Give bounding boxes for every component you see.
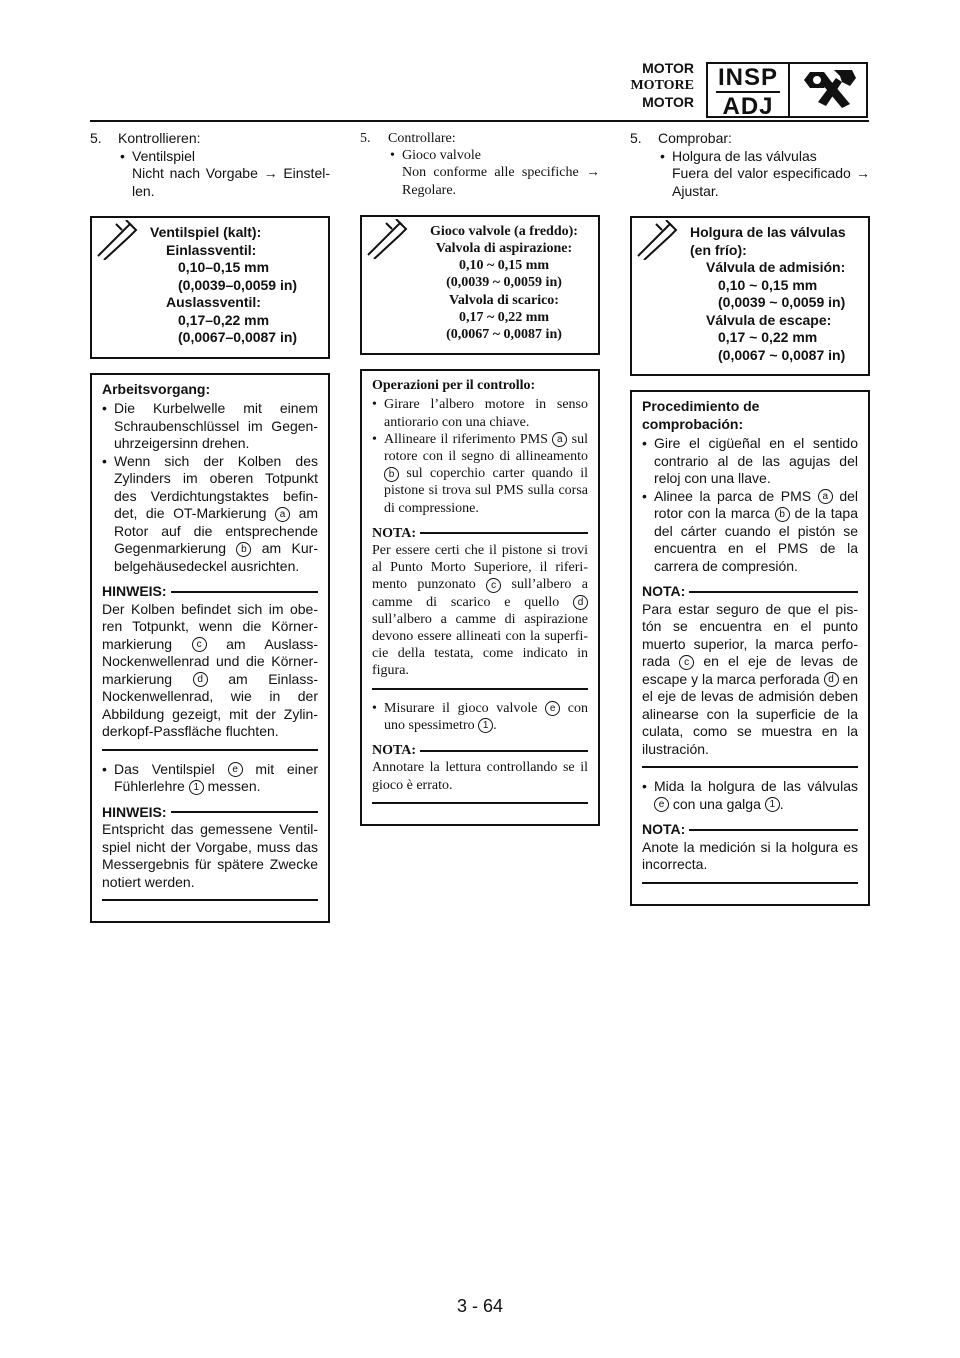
badge-insp: INSP bbox=[717, 64, 778, 91]
step-item bbox=[660, 148, 870, 166]
mark-d: d bbox=[573, 595, 588, 610]
procedure-box bbox=[630, 390, 870, 906]
mark-c: c bbox=[192, 637, 207, 652]
mark-e: e bbox=[654, 797, 669, 812]
procedure-box bbox=[360, 369, 600, 825]
mark-a: a bbox=[818, 489, 833, 504]
step-number: 5. bbox=[90, 130, 102, 146]
mark-b: b bbox=[384, 467, 399, 482]
procedure-title: Operazioni per il controllo: bbox=[372, 378, 536, 394]
item-text: Holgura de las válvulas bbox=[672, 147, 817, 164]
step-number: 5. bbox=[360, 131, 371, 146]
spec-box bbox=[90, 216, 330, 359]
step-item bbox=[120, 148, 330, 166]
step-number: 5. bbox=[630, 130, 642, 146]
note bbox=[102, 804, 318, 892]
insp-adj-badge bbox=[706, 62, 790, 118]
note bbox=[642, 583, 858, 758]
step-text: . bbox=[779, 795, 784, 812]
note-heading: NOTA: bbox=[372, 525, 417, 541]
note-text: sull’albero a camme di aspirazione devono essere allineati con la superfi-cie della testata, come indicato in figura. bbox=[372, 611, 588, 679]
note-heading: NOTA: bbox=[642, 583, 686, 599]
procedure-step bbox=[642, 778, 858, 813]
procedure-step bbox=[372, 700, 588, 734]
item-text: Ventilspiel bbox=[132, 147, 196, 164]
mark-b: b bbox=[236, 542, 251, 557]
spec-exhaust-label: Auslassventil: bbox=[166, 294, 261, 310]
spec-intake-mm: 0,10 ~ 0,15 mm bbox=[458, 258, 550, 274]
step-condition: Fuera del valor especificado → Ajustar. bbox=[672, 165, 870, 199]
step-text: Die Kurbelwelle mit einem Schraubenschlüssel im Gegen-uhrzeigersinn drehen. bbox=[114, 400, 318, 451]
column-es bbox=[630, 130, 870, 906]
procedure-step bbox=[642, 488, 858, 576]
step-text: Girare l’albero motore in senso antiorario con una chiave. bbox=[384, 397, 588, 430]
column-it bbox=[360, 130, 600, 826]
wrench-icon bbox=[790, 62, 868, 118]
note-end-rule bbox=[372, 802, 588, 804]
spec-exhaust-in: (0,0067 ~ 0,0087 in) bbox=[718, 346, 846, 363]
note-text: Anote la medición si la holgura es incorrecta. bbox=[642, 838, 858, 872]
spec-intake-in: (0,0039 ~ 0,0059 in) bbox=[718, 294, 846, 310]
spec-intake-in: (0,0039–0,0059 in) bbox=[178, 276, 298, 293]
spec-intake-label: Valvola di aspirazione: bbox=[435, 241, 573, 257]
step-text: con uno spessimetro bbox=[384, 700, 589, 733]
step-text: Mida la holgura de las válvulas bbox=[654, 778, 858, 794]
step-text: Wenn sich der Kolben des Zylinders im oberen Totpunkt des Verdichtungstaktes befin-det, die OT-Markierung bbox=[114, 452, 318, 521]
spec-intake-label: Einlassventil: bbox=[166, 241, 257, 258]
mark-a: a bbox=[275, 507, 290, 522]
step-text: de la tapa del cárter cuando el pistón se encuentra en el PMS de la carrera de compresión. bbox=[654, 505, 858, 574]
step-text: sul rotore con il segno di allineamento bbox=[384, 431, 588, 465]
mark-1: 1 bbox=[189, 780, 204, 795]
step-condition: Nicht nach Vorgabe → Einstel-len. bbox=[132, 165, 330, 199]
mark-c: c bbox=[679, 655, 694, 670]
spec-exhaust-mm: 0,17 ~ 0,22 mm bbox=[458, 309, 550, 325]
note-end-rule bbox=[642, 882, 858, 884]
caliper-icon bbox=[96, 220, 142, 260]
note-text: am Auslass-Nockenwellenrad und die Körner-markierung bbox=[102, 635, 319, 687]
procedure-title: Arbeitsvorgang: bbox=[102, 380, 211, 397]
spec-exhaust-mm: 0,17–0,22 mm bbox=[178, 311, 270, 328]
spec-box bbox=[360, 215, 600, 355]
spec-intake-mm: 0,10 ~ 0,15 mm bbox=[718, 276, 818, 293]
item-text: Gioco valvole bbox=[402, 148, 481, 164]
step-text: Allineare il riferimento PMS bbox=[384, 431, 548, 447]
mark-e: e bbox=[228, 762, 243, 777]
note-text: Annotare la lettura controllando se il gioco è errato. bbox=[372, 760, 588, 793]
spec-title: Ventilspiel (kalt): bbox=[150, 224, 262, 240]
spec-intake-in: (0,0039 ~ 0,0059 in) bbox=[446, 275, 562, 291]
step-text: con una galga bbox=[672, 795, 761, 812]
procedure-step bbox=[372, 431, 588, 517]
step-text: sul coperchio carter quando il pistone si trova sul PMS sulla corsa di compressione. bbox=[384, 466, 588, 516]
note-text: am Einlass-Nockenwellenrad, wie in der Abbildung gezeigt, mit der Zylin-derkopf-Passfläche fluchten. bbox=[102, 670, 319, 739]
page-number: 3 - 64 bbox=[456, 1296, 504, 1316]
spec-exhaust-in: (0,0067 ~ 0,0087 in) bbox=[446, 327, 562, 343]
note-end-rule bbox=[102, 899, 318, 901]
mark-a: a bbox=[552, 432, 567, 447]
section-label-it: MOTORE bbox=[630, 78, 694, 93]
step-intro bbox=[90, 130, 330, 200]
mark-c: c bbox=[486, 578, 501, 593]
mark-e: e bbox=[545, 701, 560, 716]
spec-intake-label: Válvula de admisión: bbox=[706, 259, 846, 275]
note bbox=[102, 583, 318, 741]
note-text: Entspricht das gemessene Ventil-spiel nicht der Vorgabe, muss das Messergebnis für spätere Zwecke notiert werden. bbox=[102, 821, 318, 890]
note-text: Der Kolben befindet sich im obe-ren Totpunkt, wenn die Körner-markierung bbox=[102, 600, 318, 652]
step-title: Kontrollieren: bbox=[118, 130, 201, 146]
step-text: Alinee la parca de PMS bbox=[654, 487, 812, 504]
step-condition: Non conforme alle specifiche → Regolare. bbox=[402, 165, 600, 198]
mark-1: 1 bbox=[765, 797, 780, 812]
spec-exhaust-mm: 0,17 ~ 0,22 mm bbox=[718, 329, 818, 345]
note-text: Per essere certi che il pistone si trovi al Punto Morto Superiore, il riferi-mento punzonato bbox=[372, 543, 588, 593]
spec-box bbox=[630, 216, 870, 376]
step-text: del rotor con la marca bbox=[654, 487, 858, 521]
step-text: am Kur-belgehäusedeckel ausrichten. bbox=[114, 540, 318, 574]
note-heading: HINWEIS: bbox=[102, 803, 167, 820]
spec-exhaust-in: (0,0067–0,0087 in) bbox=[178, 329, 298, 345]
step-item bbox=[390, 147, 600, 164]
note-heading: NOTA: bbox=[642, 821, 686, 837]
caliper-icon bbox=[366, 219, 412, 259]
step-text: messen. bbox=[207, 778, 261, 794]
note bbox=[372, 742, 588, 794]
mark-b: b bbox=[775, 507, 790, 522]
section-label-de: MOTOR bbox=[642, 60, 694, 76]
note-heading: NOTA: bbox=[372, 743, 417, 759]
procedure-title: Procedimiento de comprobación: bbox=[642, 398, 760, 432]
step-intro bbox=[630, 130, 870, 200]
spec-intake-mm: 0,10–0,15 mm bbox=[178, 259, 270, 275]
note-end-rule bbox=[372, 688, 588, 690]
note-end-rule bbox=[102, 749, 318, 751]
note-end-rule bbox=[642, 766, 858, 768]
header-rule bbox=[90, 120, 869, 122]
column-de bbox=[90, 130, 330, 923]
procedure-step bbox=[642, 435, 858, 488]
step-text: mit einer Fühlerlehre bbox=[114, 760, 319, 794]
step-text: am Rotor auf die entsprechende Gegenmarkierung bbox=[114, 505, 319, 556]
note-text: en el eje de levas de admisión deben alinearse con la superficie de la culata, como se muestra en la ilustración. bbox=[642, 670, 859, 757]
procedure-box bbox=[90, 373, 330, 924]
note bbox=[372, 525, 588, 680]
procedure-step bbox=[102, 761, 318, 796]
note bbox=[642, 821, 858, 874]
note-text: en el eje de levas de escape y la marca perforada bbox=[642, 653, 858, 687]
step-title: Controllare: bbox=[388, 131, 456, 146]
procedure-step bbox=[102, 453, 318, 576]
step-text: Gire el cigüeñal en el sentido contrario al de las agujas del reloj con una llave. bbox=[654, 435, 858, 486]
spec-title: Gioco valvole (a freddo): bbox=[430, 223, 578, 239]
step-title: Comprobar: bbox=[658, 130, 732, 146]
spec-exhaust-label: Valvola di scarico: bbox=[449, 292, 559, 308]
caliper-icon bbox=[636, 220, 682, 260]
procedure-step bbox=[372, 396, 588, 430]
note-text: sull’albero a camme di scarico e quello bbox=[372, 577, 589, 610]
mark-d: d bbox=[824, 672, 839, 687]
mark-1: 1 bbox=[478, 718, 493, 733]
step-text: Das Ventilspiel bbox=[114, 760, 215, 777]
section-label-es: MOTOR bbox=[642, 94, 694, 110]
spec-exhaust-label: Válvula de escape: bbox=[706, 311, 832, 328]
step-text: . bbox=[493, 717, 497, 733]
mark-d: d bbox=[193, 672, 208, 687]
step-intro bbox=[360, 130, 600, 199]
note-heading: HINWEIS: bbox=[102, 583, 167, 599]
note-text: Para estar seguro de que el pis-tón se encuentra en el punto muerto superior, la marca perfo-rada bbox=[642, 600, 858, 669]
badge-adj: ADJ bbox=[716, 91, 780, 121]
spec-title: Holgura de las válvulas (en frío): bbox=[690, 224, 846, 258]
step-text: Misurare il gioco valvole bbox=[384, 700, 538, 716]
section-labels bbox=[610, 60, 694, 111]
procedure-step bbox=[102, 400, 318, 453]
